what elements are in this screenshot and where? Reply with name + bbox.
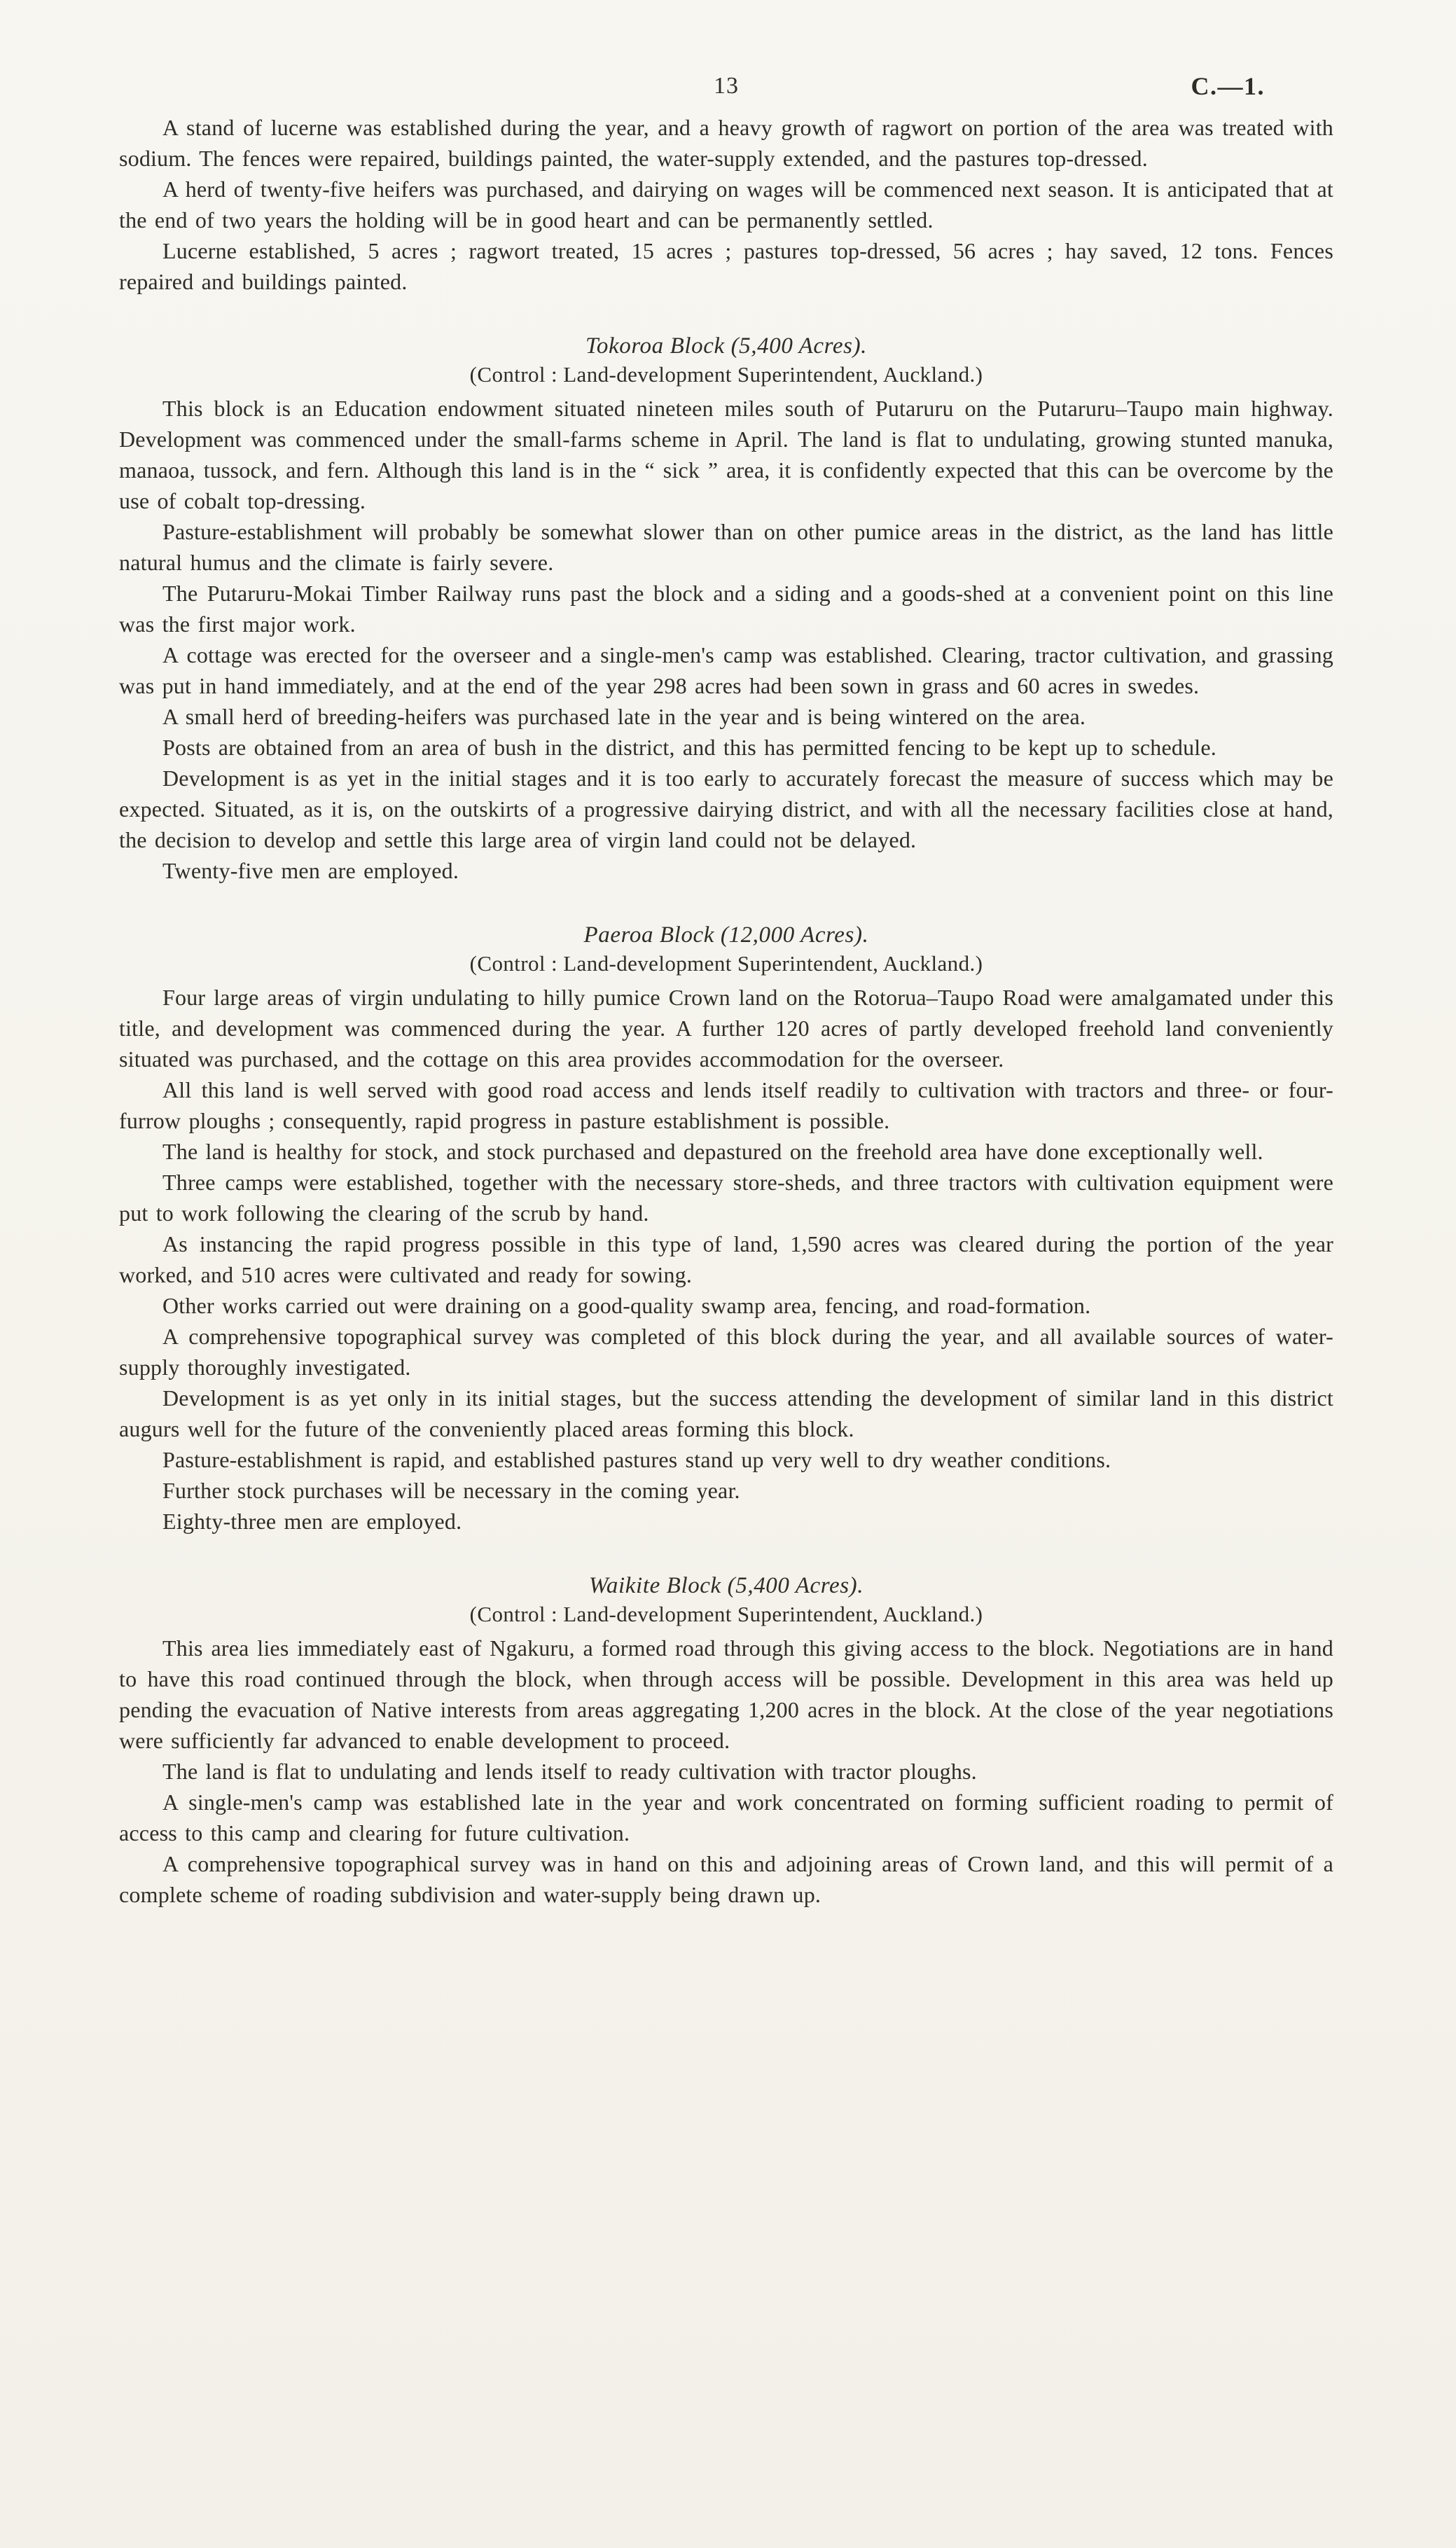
paragraph: Twenty-five men are employed. [162,858,459,883]
paragraph: Further stock purchases will be necessary in the coming year. [162,1478,740,1503]
paragraph: Development is as yet in the initial stages and it is too early to accurately forecast the measure of success which may be expected. Situated, as it is, on the outskirts of a progressive dairying district, and with all the necessary facilities close at hand, the decision to develop and settle this large area of virgin land could not be delayed. [119,766,1333,852]
paragraph: All this land is well served with good road access and lends itself readily to cultivation with tractors and three- or four-furrow ploughs ; consequently, rapid progress in pasture establishment is possible. [119,1077,1333,1133]
section-title: Paeroa Block (12,000 Acres). [583,922,869,948]
section-control-line: (Control : Land-development Superintendent, Auckland.) [469,951,983,976]
paragraph: Eighty-three men are employed. [162,1509,462,1534]
section-paeroa-heading [119,922,1333,976]
paragraph: Pasture-establishment will probably be somewhat slower than on other pumice areas in the district, as the land has little natural humus and the climate is fairly severe. [119,519,1333,575]
section-tokoroa-heading [119,333,1333,387]
paragraph: A small herd of breeding-heifers was purchased late in the year and is being wintered on the area. [162,704,1086,729]
page-number: 13 [714,73,739,99]
paragraph: The land is flat to undulating and lends itself to ready cultivation with tractor ploughs. [162,1759,977,1784]
section-title: Tokoroa Block (5,400 Acres). [585,333,868,359]
paragraph: This block is an Education endowment situated nineteen miles south of Putaruru on the Putaruru–Taupo main highway. Development was commenced under the small-farms scheme in April. The land is flat to undulating, growing stunted manuka, manaoa, tussock, and fern. Although this land is in the “ sick ” area, it is confidently expected that this can be overcome by the use of cobalt top-dressing. [119,396,1333,513]
paragraph: A comprehensive topographical survey was in hand on this and adjoining areas of Crown land, and this will permit of a complete scheme of roading subdivision and water-supply being drawn up. [119,1851,1333,1907]
paragraph: Development is as yet only in its initial stages, but the success attending the development of similar land in this district augurs well for the future of the conveniently placed areas forming this block. [119,1385,1333,1441]
page-header [119,73,1333,105]
doc-reference: C.—1. [1191,72,1265,100]
paragraph: Pasture-establishment is rapid, and established pastures stand up very well to dry weather conditions. [162,1447,1111,1472]
paragraph: Other works carried out were draining on a good-quality swamp area, fencing, and road-formation. [162,1293,1091,1318]
paragraph: Four large areas of virgin undulating to hilly pumice Crown land on the Rotorua–Taupo Road were amalgamated under this title, and development was commenced during the year. A further 120 acres of partly developed freehold land conveniently situated was purchased, and the cottage on this area provides accommodation for the overseer. [119,985,1333,1072]
paragraph: The land is healthy for stock, and stock purchased and depastured on the freehold area have done exceptionally well. [162,1139,1263,1164]
paragraph: Posts are obtained from an area of bush in the district, and this has permitted fencing to be kept up to schedule. [162,735,1216,760]
paragraph: A stand of lucerne was established during the year, and a heavy growth of ragwort on portion of the area was treated with sodium. The fences were repaired, buildings painted, the water-supply extended, and the pastures top-dressed. [119,115,1333,171]
paragraph: A herd of twenty-five heifers was purchased, and dairying on wages will be commenced next season. It is anticipated that at the end of two years the holding will be in good heart and can be permanently settled. [119,176,1333,233]
section-control-line: (Control : Land-development Superintendent, Auckland.) [469,1602,983,1626]
paragraph: A single-men's camp was established late in the year and work concentrated on forming sufficient roading to permit of access to this camp and clearing for future cultivation. [119,1789,1333,1846]
section-control-line: (Control : Land-development Superintendent, Auckland.) [469,362,983,387]
paragraph: A cottage was erected for the overseer and a single-men's camp was established. Clearing, tractor cultivation, and grassing was put in hand immediately, and at the end of the year 298 acres had been sown in grass and 60 acres in swedes. [119,642,1333,698]
paragraph: This area lies immediately east of Ngakuru, a formed road through this giving access to the block. Negotiations are in hand to have this road continued through the block, when through access will be possible. Development in this area was held up pending the evacuation of Native interests from areas aggregating 1,200 acres in the block. At the close of the year negotiations were sufficiently far advanced to enable development to proceed. [119,1635,1333,1753]
paragraph: Three camps were established, together with the necessary store-sheds, and three tractors with cultivation equipment were put to work following the clearing of the scrub by hand. [119,1170,1333,1226]
section-title: Waikite Block (5,400 Acres). [588,1573,864,1598]
section-waikite-heading [119,1573,1333,1627]
paragraph: Lucerne established, 5 acres ; ragwort treated, 15 acres ; pastures top-dressed, 56 acres ; hay saved, 12 tons. Fences repaired and buildings painted. [119,238,1333,294]
paragraph: As instancing the rapid progress possible in this type of land, 1,590 acres was cleared during the portion of the year worked, and 510 acres were cultivated and ready for sowing. [119,1231,1333,1287]
paragraph: The Putaruru-Mokai Timber Railway runs past the block and a siding and a goods-shed at a convenient point on this line was the first major work. [119,581,1333,637]
paragraph: A comprehensive topographical survey was completed of this block during the year, and all available sources of water-supply thoroughly investigated. [119,1324,1333,1380]
